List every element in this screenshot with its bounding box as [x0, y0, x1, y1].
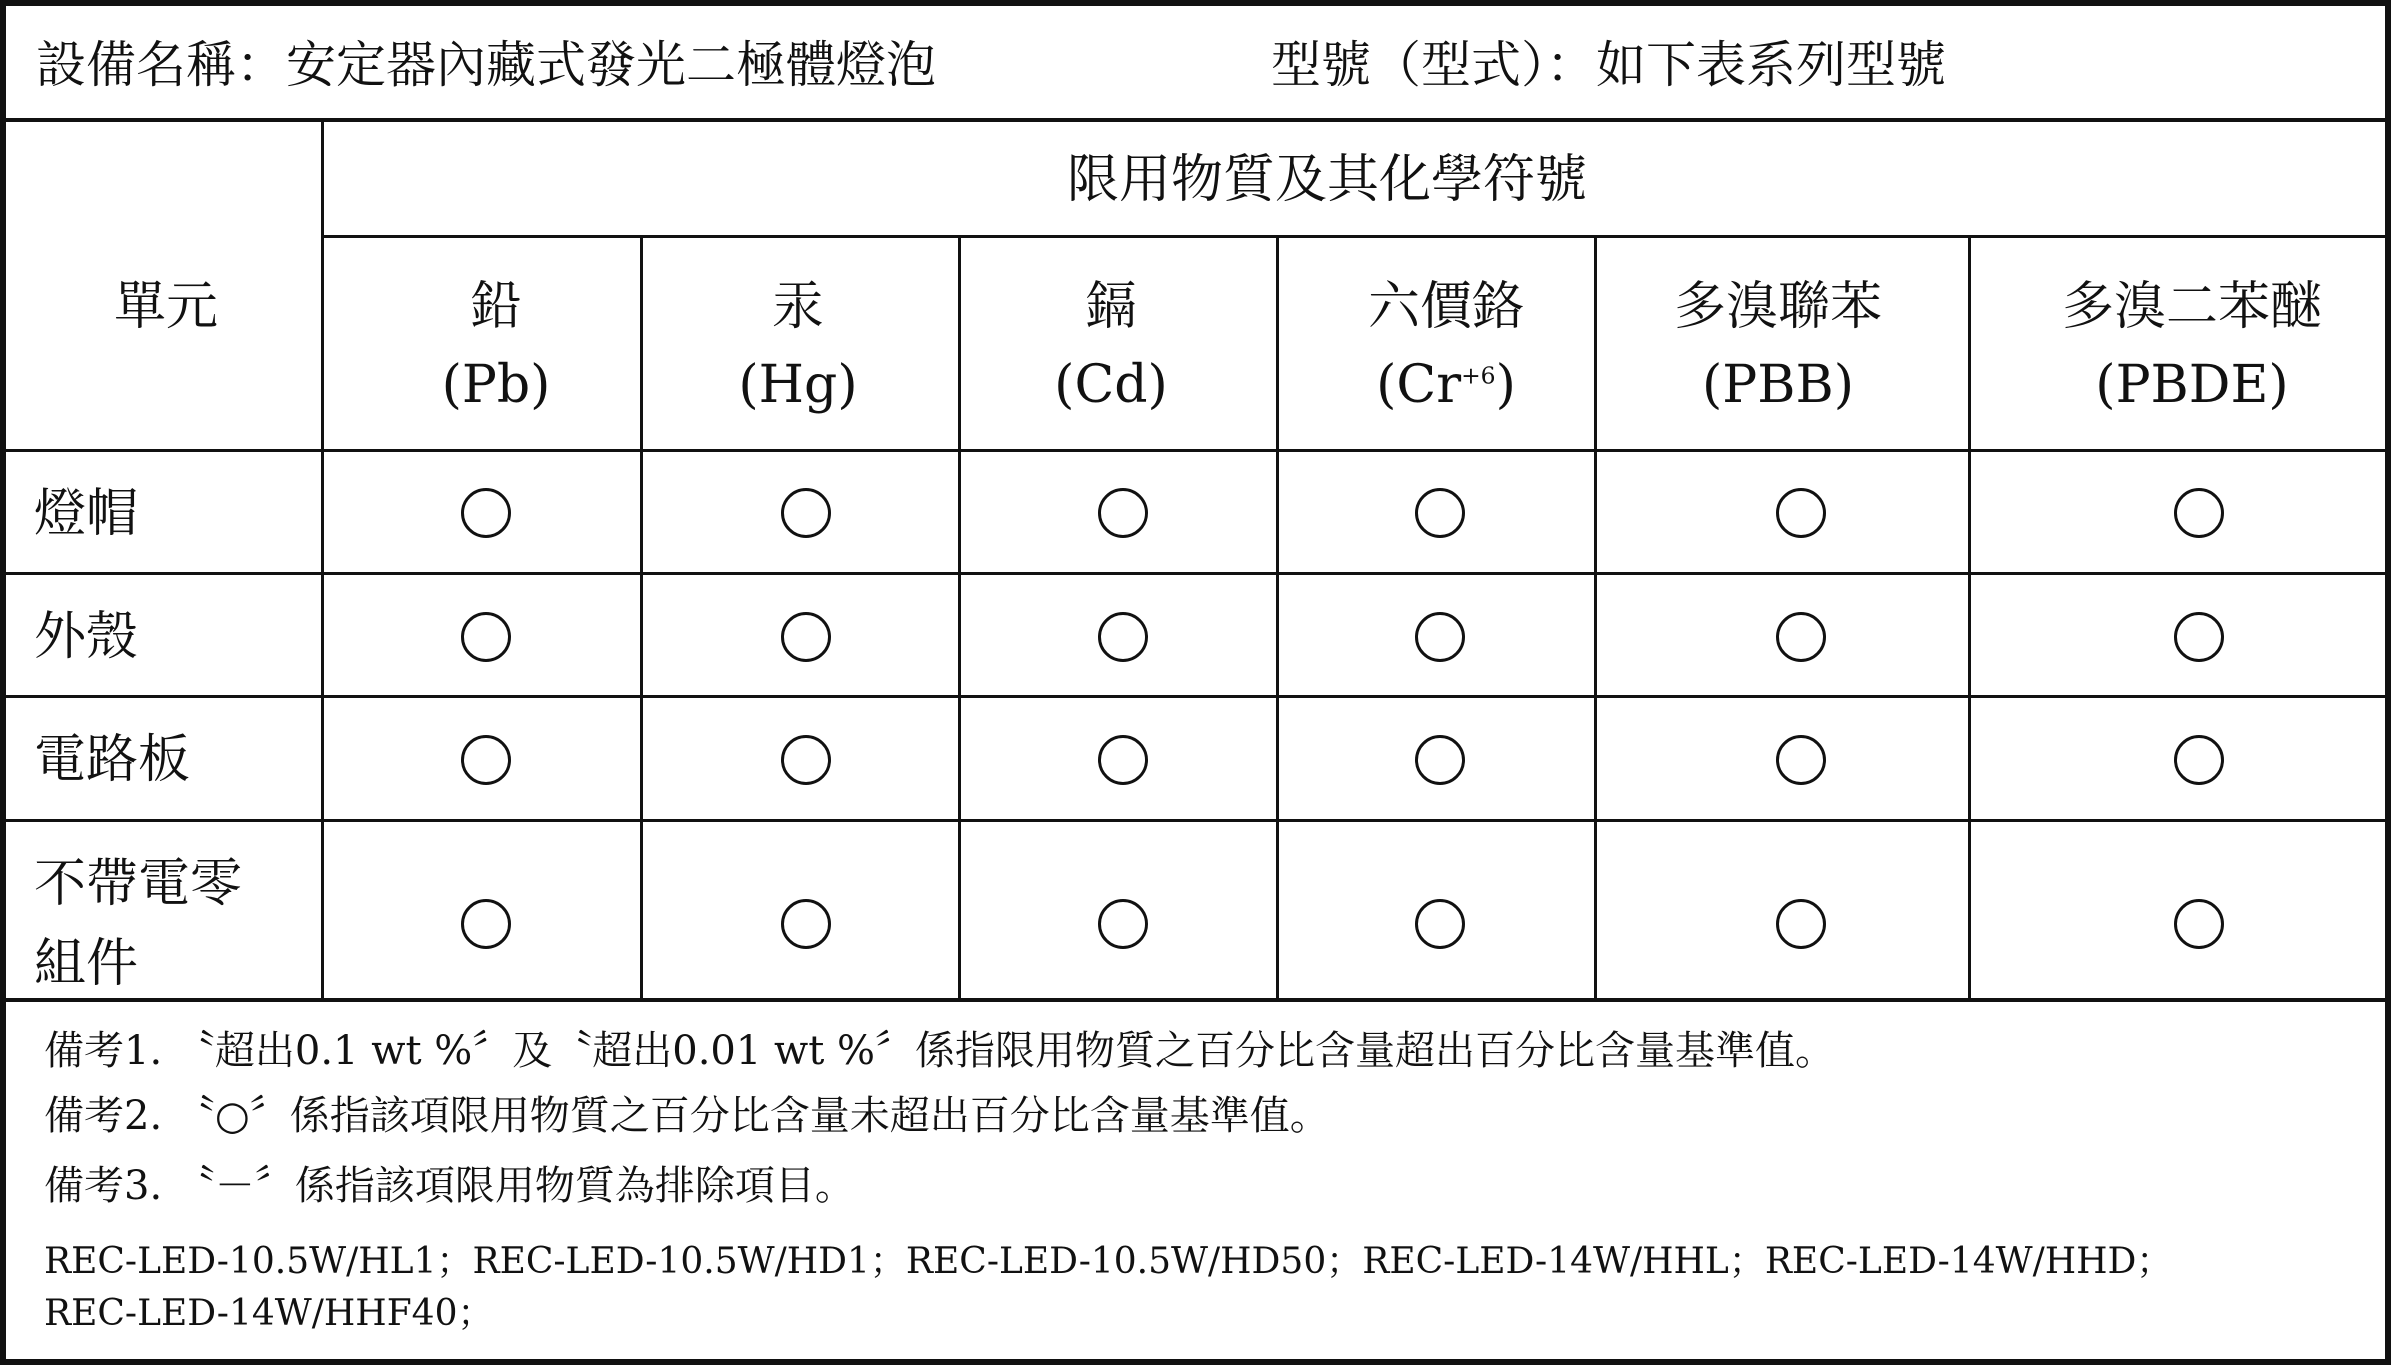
substances-header: 限用物質及其化學符號 — [1066, 150, 1588, 210]
col-header-mercury-name: 汞 — [771, 277, 825, 337]
rule-columns-bottom — [6, 449, 2385, 452]
rule-col-1 — [640, 236, 643, 1000]
rule-table-bottom — [6, 998, 2385, 1002]
circle-mark — [1098, 899, 1148, 949]
rule-col-3 — [1276, 236, 1279, 1000]
circle-mark — [1415, 899, 1465, 949]
col-header-cadmium-name: 鎘 — [1084, 277, 1138, 337]
circle-mark — [781, 899, 831, 949]
rule-substances-bottom — [322, 235, 2385, 238]
rule-col-2 — [958, 236, 961, 1000]
row-label-non-live-parts-line1: 不帶電零 — [34, 854, 243, 914]
circle-mark — [1098, 735, 1148, 785]
rule-col-5 — [1968, 236, 1971, 1000]
col-header-pbb-symbol: (PBB) — [1702, 355, 1854, 415]
circle-mark — [781, 735, 831, 785]
col-header-mercury-symbol: (Hg) — [738, 355, 858, 415]
col-header-lead-name: 鉛 — [469, 277, 523, 337]
circle-mark — [1776, 612, 1826, 662]
circle-mark — [461, 735, 511, 785]
model-number: 型號（型式）：如下表系列型號 — [1271, 36, 1946, 94]
circle-mark — [2174, 735, 2224, 785]
col-header-cadmium-symbol: (Cd) — [1054, 355, 1168, 415]
rule-row1-bottom — [6, 572, 2385, 575]
circle-mark — [461, 899, 511, 949]
row-label-circuit-board: 電路板 — [34, 730, 191, 790]
circle-mark — [781, 488, 831, 538]
col-header-pbde-symbol: (PBDE) — [2095, 355, 2289, 415]
equipment-name: 設備名稱：安定器內藏式發光二極體燈泡 — [36, 36, 936, 94]
model-list-line2: REC-LED-14W/HHF40； — [44, 1293, 494, 1334]
unit-column-header: 單元 — [113, 277, 219, 337]
circle-mark — [1776, 735, 1826, 785]
rule-col-4 — [1594, 236, 1597, 1000]
row-label-non-live-parts-line2: 組件 — [34, 934, 139, 994]
circle-mark — [1415, 612, 1465, 662]
rule-header-bottom — [6, 118, 2385, 122]
circle-mark — [2174, 612, 2224, 662]
note-1: 備考1. 〝超出0.1 wt %〞及〝超出0.01 wt %〞係指限用物質之百分比含量超出百分比含量基準值。 — [44, 1028, 1836, 1074]
circle-mark — [461, 488, 511, 538]
chromium-valence: +6 — [1461, 361, 1496, 390]
circle-mark — [1415, 488, 1465, 538]
row-label-housing: 外殼 — [34, 607, 139, 667]
col-header-lead-symbol: (Pb) — [441, 355, 551, 415]
circle-mark — [1098, 488, 1148, 538]
col-header-chromium-name: 六價鉻 — [1367, 277, 1525, 337]
row-label-lamp-cap: 燈帽 — [34, 484, 139, 544]
circle-mark — [1776, 899, 1826, 949]
col-header-chromium-symbol — [1376, 355, 1516, 415]
model-list-line1: REC-LED-10.5W/HL1；REC-LED-10.5W/HD1；REC-LED-10.5W/HD50；REC-LED-14W/HHL；REC-LED-14W/HHD； — [44, 1241, 2173, 1282]
circle-mark — [781, 612, 831, 662]
rule-unit-col — [321, 120, 324, 1000]
note-3: 備考3. 〝－〞係指該項限用物質為排除項目。 — [44, 1163, 855, 1209]
col-header-pbb-name: 多溴聯苯 — [1673, 277, 1883, 337]
circle-mark — [1415, 735, 1465, 785]
chromium-symbol-base: (Cr — [1376, 355, 1462, 415]
circle-mark — [2174, 899, 2224, 949]
circle-mark — [1098, 612, 1148, 662]
circle-mark — [2174, 488, 2224, 538]
circle-mark — [461, 612, 511, 662]
circle-mark — [1776, 488, 1826, 538]
rule-row3-bottom — [6, 819, 2385, 822]
chromium-symbol-end: ) — [1495, 355, 1516, 415]
col-header-pbde-name: 多溴二苯醚 — [2061, 277, 2323, 337]
rule-row2-bottom — [6, 695, 2385, 698]
note-2: 備考2. 〝○〞係指該項限用物質之百分比含量未超出百分比含量基準值。 — [44, 1093, 1330, 1139]
